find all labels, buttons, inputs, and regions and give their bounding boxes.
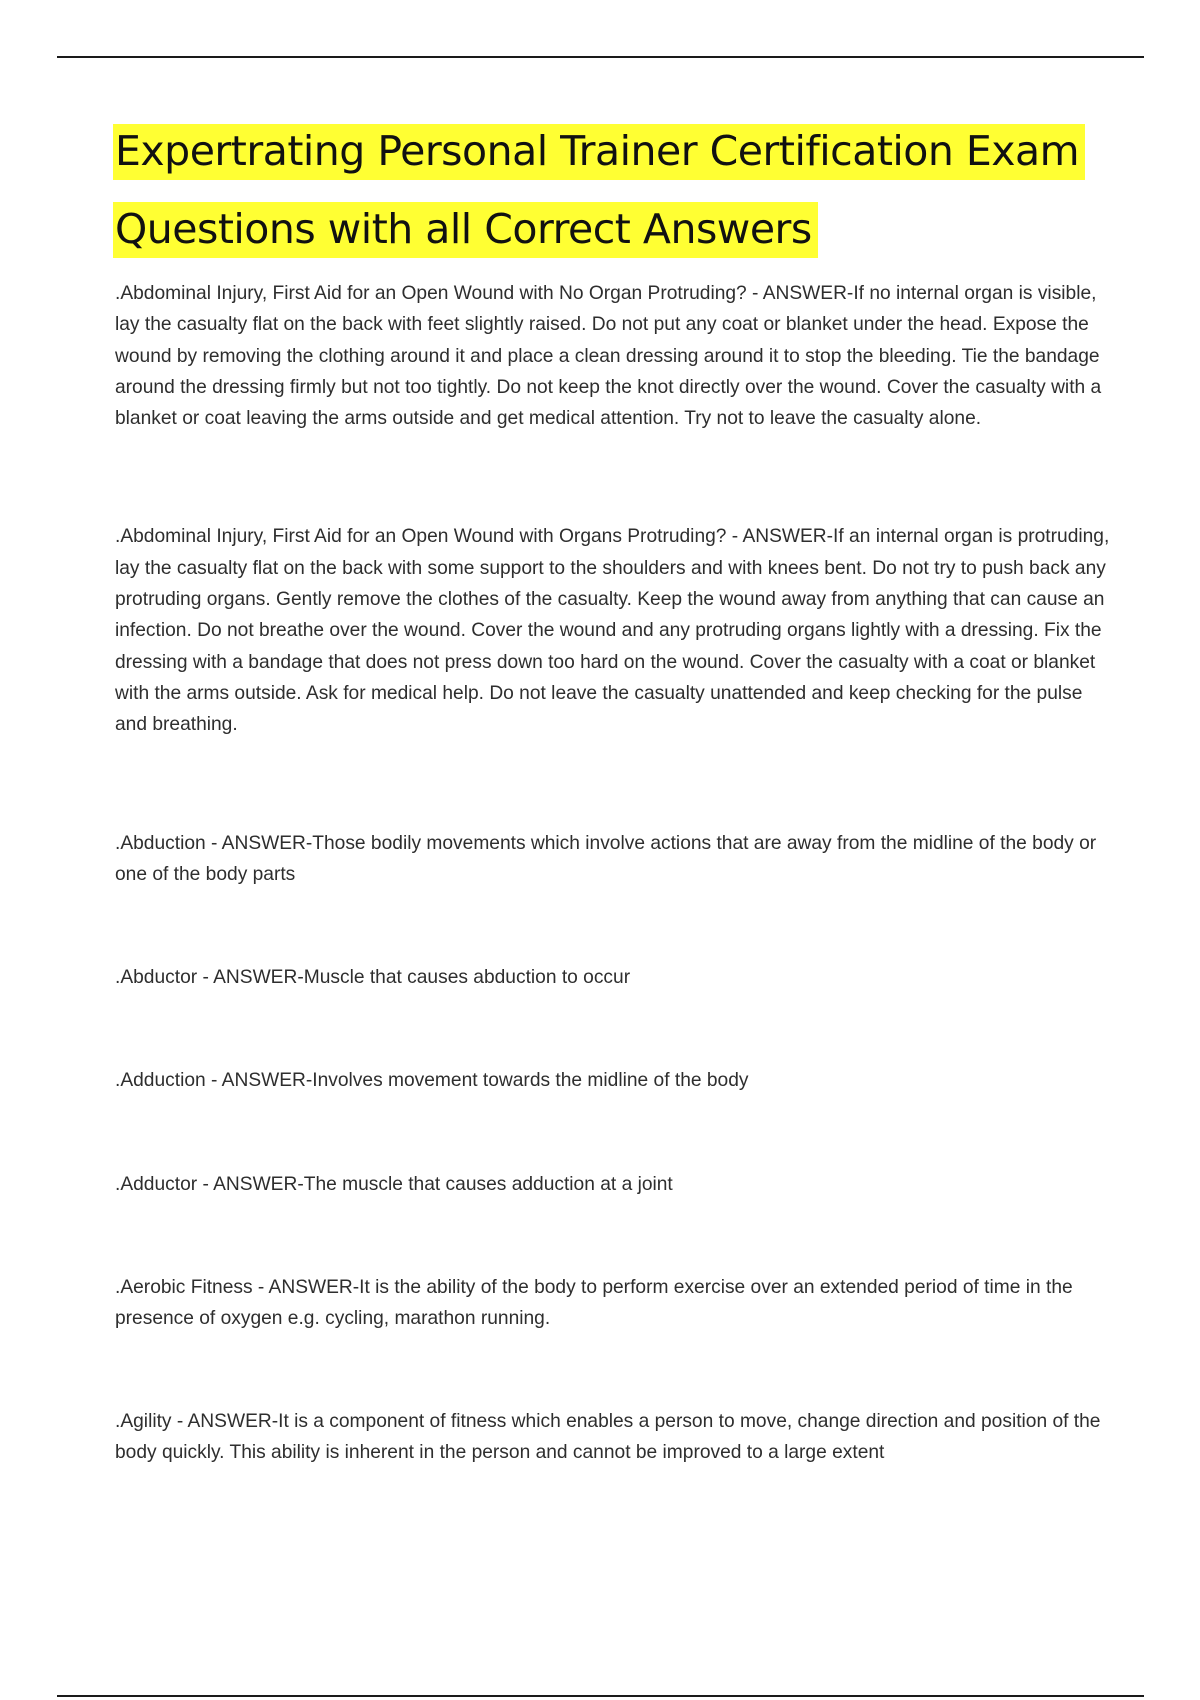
top-rule: [57, 56, 1144, 58]
bottom-rule: [57, 1695, 1144, 1697]
page-title: [113, 112, 1113, 268]
qa-list: [115, 278, 1117, 1468]
qa-entry: .Abductor - ANSWER-Muscle that causes abduction to occur: [115, 967, 631, 989]
qa-entry: .Agility - ANSWER-It is a component of fitness which enables a person to move, change direction and position of the body quickly. This ability is inherent in the person and cannot be improved to a large extent: [115, 1410, 1101, 1463]
qa-entry: .Adduction - ANSWER-Involves movement towards the midline of the body: [115, 1070, 749, 1092]
qa-entry: .Abdominal Injury, First Aid for an Open Wound with Organs Protruding? - ANSWER-If an internal organ is protruding, lay the casualty flat on the back with some support to the shoulders and with knees bent. Do not try to push back any protruding organs. Gently remove the clothes of the casualty. Keep the wound away from anything that can cause an infection. Do not breathe over the wound. Cover the wound and any protruding organs lightly with a dressing. Fix the dressing with a bandage that does not press down too hard on the wound. Cover the casualty with a coat or blanket with the arms outside. Ask for medical help. Do not leave the casualty unattended and keep checking for the pulse and breathing.: [115, 526, 1110, 736]
title-highlight: Expertrating Personal Trainer Certification Exam Questions with all Correct Answers: [113, 124, 1085, 258]
qa-entry: .Adductor - ANSWER-The muscle that causes adduction at a joint: [115, 1173, 673, 1195]
qa-entry: .Abdominal Injury, First Aid for an Open Wound with No Organ Protruding? - ANSWER-If no internal organ is visible, lay the casualty flat on the back with feet slightly raised. Do not put any coat or blanket under the head. Expose the wound by removing the clothing around it and place a clean dressing around it to stop the bleeding. Tie the bandage around the dressing firmly but not too tightly. Do not keep the knot directly over the wound. Cover the casualty with a blanket or coat leaving the arms outside and get medical attention. Try not to leave the casualty alone.: [115, 283, 1102, 430]
qa-entry: .Aerobic Fitness - ANSWER-It is the ability of the body to perform exercise over an extended period of time in the presence of oxygen e.g. cycling, marathon running.: [115, 1277, 1073, 1330]
qa-entry: .Abduction - ANSWER-Those bodily movements which involve actions that are away from the midline of the body or one of the body parts: [115, 832, 1097, 885]
